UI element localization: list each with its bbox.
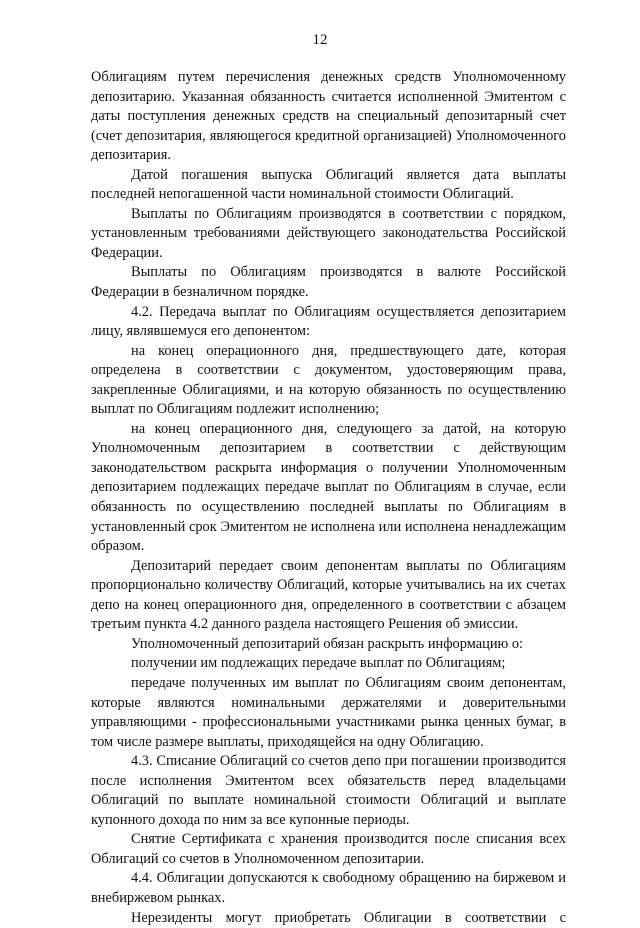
paragraph: Облигациям путем перечисления денежных средств Уполномоченному депозитарию. Указанная обязанность считается исполненной Эмитентом с даты поступления денежных средств на специальный депозитарный счет (счет депозитария, являющегося кредитной организацией) Уполномоченного депозитария. <box>91 69 566 164</box>
document-body <box>91 68 566 928</box>
paragraph: передаче полученных им выплат по Облигациям своим депонентам, которые являются номинальными держателями и доверительными управляющими - профессиональными участниками рынка ценных бумаг, в том числе размере выплаты, приходящейся на одну Облигацию. <box>91 674 566 750</box>
paragraph: Депозитарий передает своим депонентам выплаты по Облигациям пропорционально количеству Облигаций, которые учитывались на их счетах депо на конец операционного дня, определенного в соответствии с абзацем третьим пункта 4.2 данного раздела настоящего Решения об эмиссии. <box>91 557 566 633</box>
paragraph: Датой погашения выпуска Облигаций является дата выплаты последней непогашенной части номинальной стоимости Облигаций. <box>91 166 566 203</box>
paragraph: получении им подлежащих передаче выплат по Облигациям; <box>131 655 506 672</box>
paragraph: Выплаты по Облигациям производятся в соответствии с порядком, установленным требованиями действующего законодательства Российской Федерации. <box>91 205 566 261</box>
paragraph: Уполномоченный депозитарий обязан раскрыть информацию о: <box>131 635 524 652</box>
paragraph: 4.4. Облигации допускаются к свободному обращению на биржевом и внебиржевом рынках. <box>91 870 566 906</box>
paragraph: на конец операционного дня, предшествующего дате, которая определена в соответствии с документом, удостоверяющим права, закрепленные Облигациями, и на которую обязанность по осуществлению выплат по Облигациям подлежит исполнению; <box>91 342 566 418</box>
page-number: 12 <box>312 32 328 48</box>
paragraph: 4.2. Передача выплат по Облигациям осуществляется депозитарием лицу, являвшемуся его депонентом: <box>91 303 566 340</box>
paragraph: Снятие Сертификата с хранения производится после списания всех Облигаций со счетов в Уполномоченном депозитарии. <box>91 831 566 867</box>
paragraph: 4.3. Списание Облигаций со счетов депо при погашении производится после исполнения Эмитентом всех обязательств перед владельцами Облигаций по выплате номинальной стоимости Облигаций и выплате купонного дохода по ним за все купонные периоды. <box>91 753 566 828</box>
paragraph: Выплаты по Облигациям производятся в валюте Российской Федерации в безналичном порядке. <box>91 264 566 301</box>
paragraph: на конец операционного дня, следующего за датой, на которую Уполномоченным депозитарием в соответствии с действующим законодательством раскрыта информация о получении Уполномоченным депозитарием подлежащих передаче выплат по Облигациям в случае, если обязанность по осуществлению последней выплаты по Облигациям в установленный срок Эмитентом не исполнена или исполнена ненадлежащим образом. <box>91 420 566 555</box>
paragraph: Нерезиденты могут приобретать Облигации в соответствии с <box>131 909 566 926</box>
